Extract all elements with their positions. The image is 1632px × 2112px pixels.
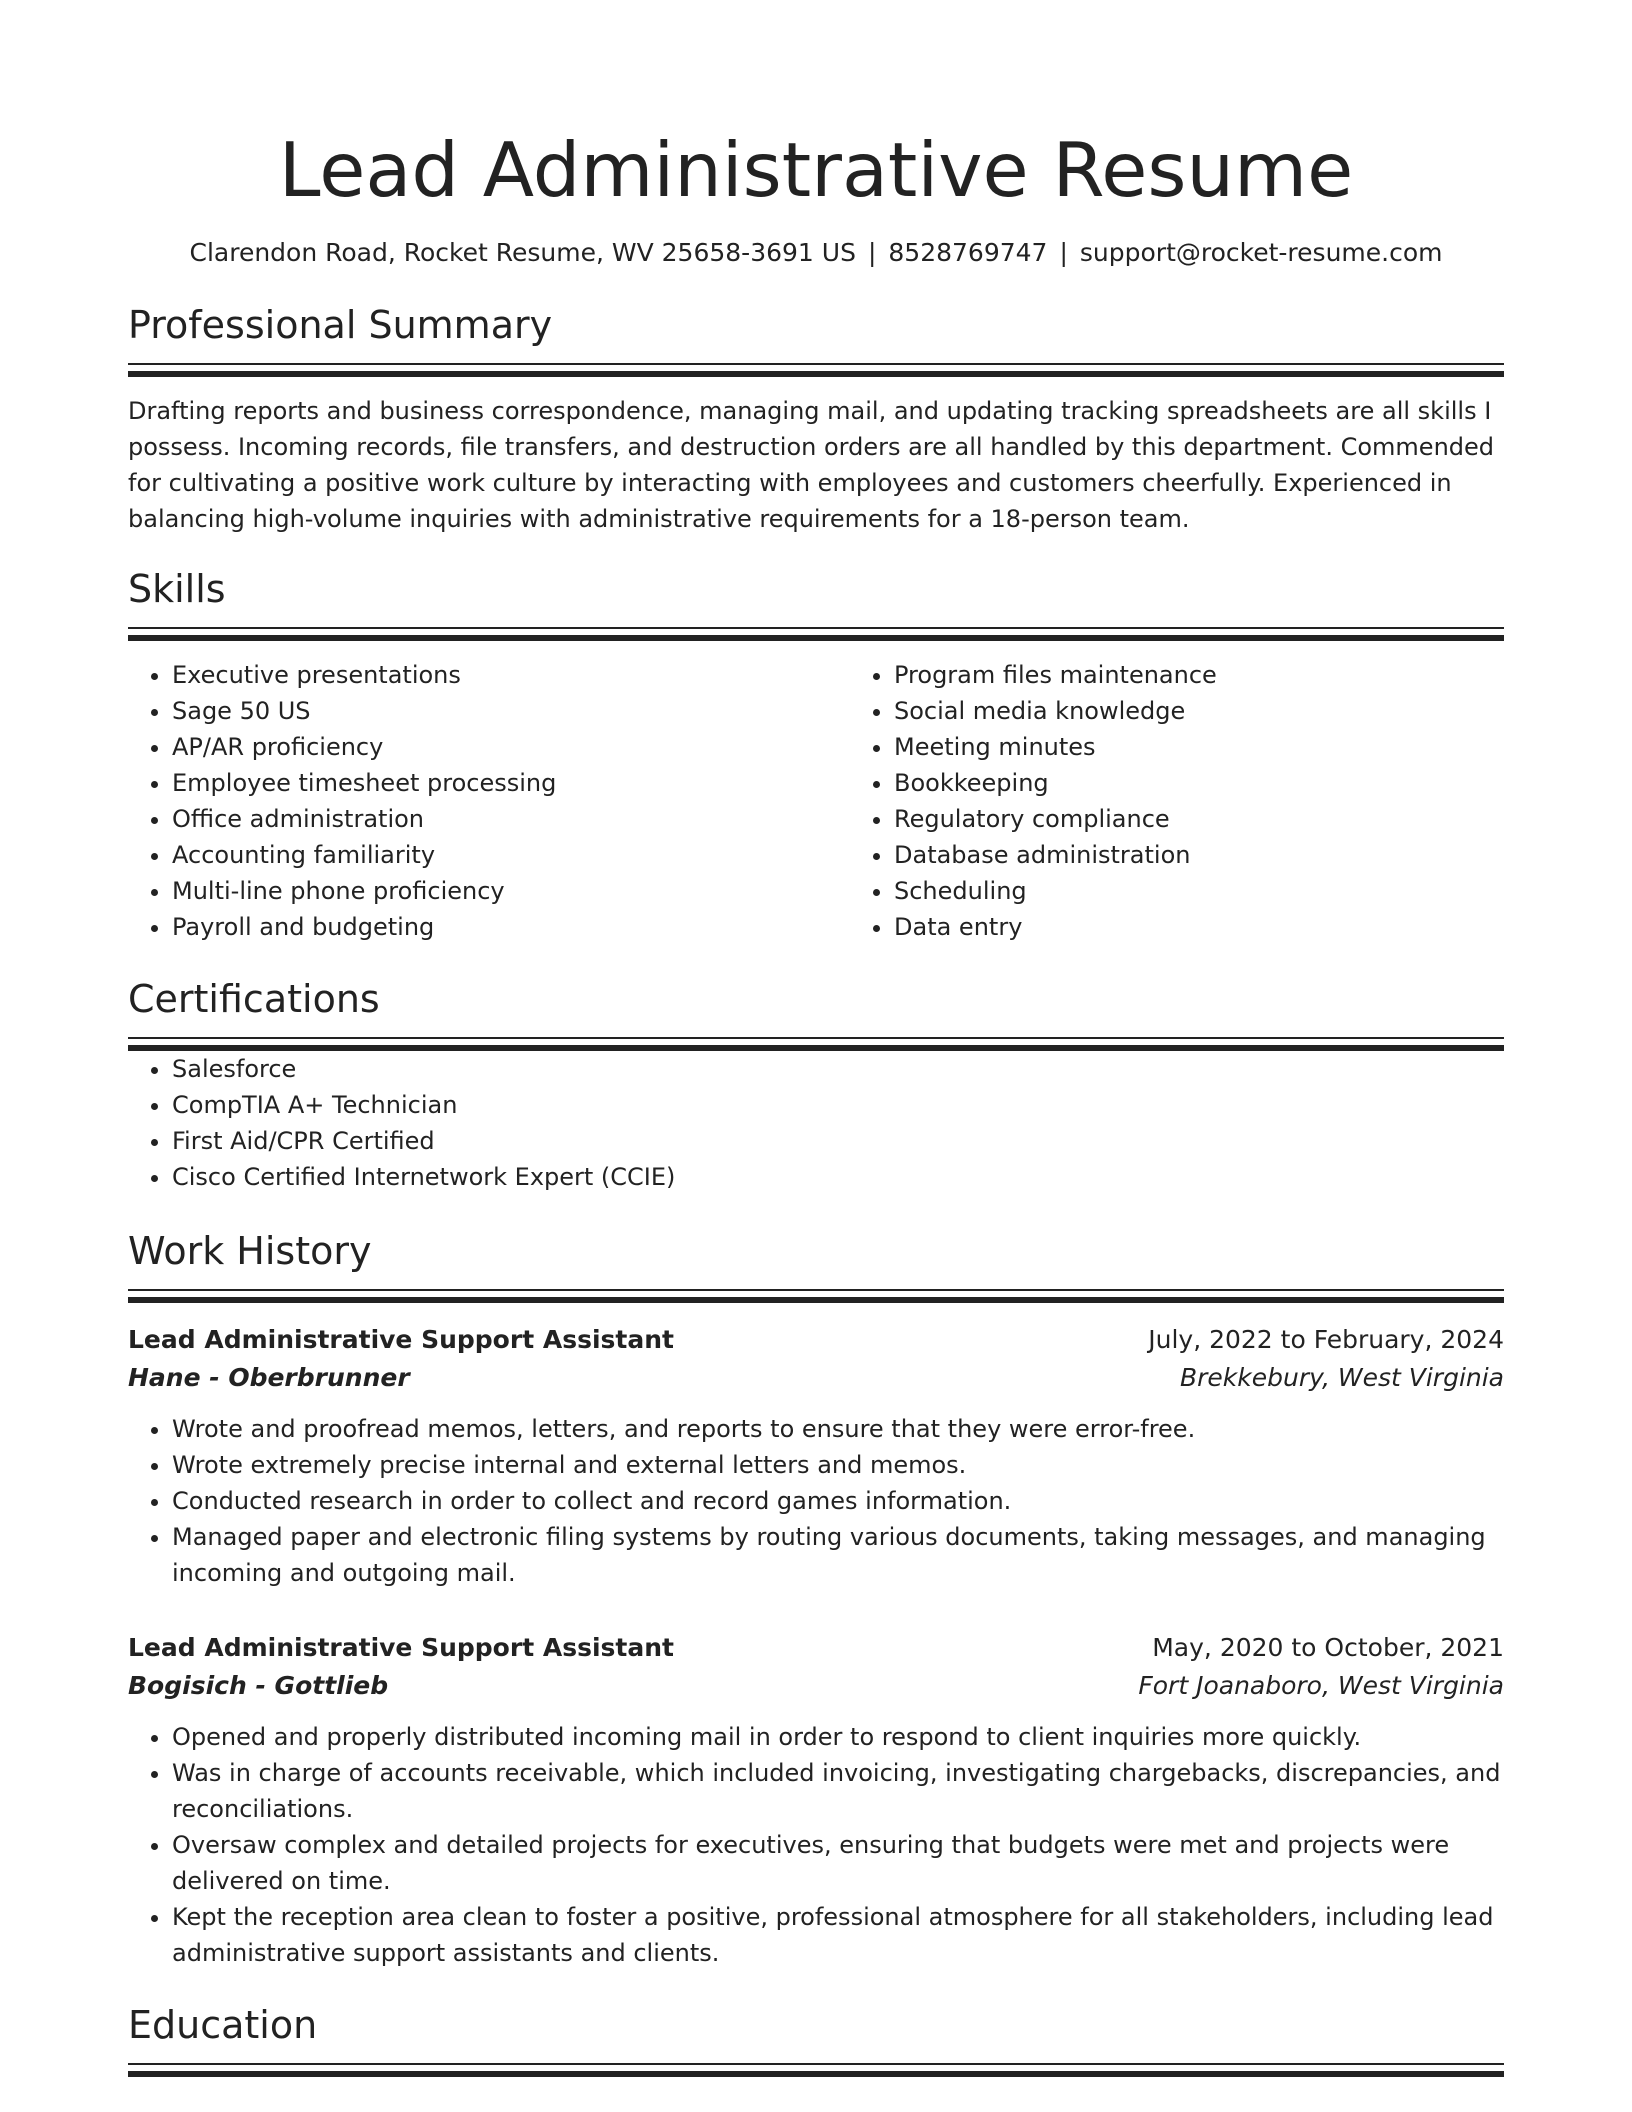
contact-line — [128, 235, 1504, 271]
job-duty: • Conducted research in order to collect and record games information. — [172, 1483, 1504, 1519]
job-duty: • Managed paper and electronic filing systems by routing various documents, taking messages, and managing incoming and outgoing mail. — [172, 1519, 1504, 1591]
job-company-row — [128, 1359, 1504, 1397]
skill-item: • Accounting familiarity — [172, 837, 850, 873]
skill-item: • Multi-line phone proficiency — [172, 873, 850, 909]
job-duties-list — [128, 1719, 1504, 1971]
section-divider — [128, 1037, 1504, 1051]
certifications-list — [128, 1051, 1504, 1195]
skill-item: • Social media knowledge — [894, 693, 1572, 729]
job-location: Brekkebury, West Virginia — [1179, 1363, 1504, 1392]
certifications-section — [128, 975, 1504, 1195]
contact-separator: | — [1059, 238, 1068, 267]
job-duty: • Wrote and proofread memos, letters, and reports to ensure that they were error-free. — [172, 1411, 1504, 1447]
job-duty: • Wrote extremely precise internal and external letters and memos. — [172, 1447, 1504, 1483]
job-title: Lead Administrative Support Assistant — [128, 1325, 674, 1354]
job-dates: May, 2020 to October, 2021 — [1152, 1633, 1504, 1662]
job-company: Bogisich - Gottlieb — [128, 1671, 389, 1700]
job-duty: • Oversaw complex and detailed projects for executives, ensuring that budgets were met and projects were delivered on time. — [172, 1827, 1504, 1899]
skill-item: • Office administration — [172, 801, 850, 837]
skills-grid — [128, 657, 1504, 945]
contact-address: Clarendon Road, Rocket Resume, WV 25658-3691 US — [189, 238, 856, 267]
certification-item: • Salesforce — [172, 1051, 1504, 1087]
contact-separator: | — [867, 238, 877, 267]
section-divider — [128, 2063, 1504, 2077]
skills-heading: Skills — [128, 567, 226, 611]
job-duty: • Kept the reception area clean to foster a positive, professional atmosphere for all stakeholders, including lead administrative support assistants and clients. — [172, 1899, 1504, 1971]
section-divider — [128, 1289, 1504, 1303]
job-duties-list — [128, 1411, 1504, 1591]
certification-item: • Cisco Certified Internetwork Expert (CCIE) — [172, 1159, 1504, 1195]
certification-item: • CompTIA A+ Technician — [172, 1087, 1504, 1123]
work-history-heading: Work History — [128, 1229, 372, 1273]
skill-item: • Program files maintenance — [894, 657, 1572, 693]
contact-email[interactable]: support@rocket-resume.com — [1079, 238, 1443, 267]
skill-item: • Employee timesheet processing — [172, 765, 850, 801]
education-section — [128, 2001, 1504, 2077]
job-title: Lead Administrative Support Assistant — [128, 1633, 674, 1662]
skills-list-right — [850, 657, 1572, 945]
work-history-section — [128, 1227, 1504, 1971]
job-company: Hane - Oberbrunner — [128, 1363, 410, 1392]
skill-item: • Data entry — [894, 909, 1572, 945]
job-entry — [128, 1629, 1504, 1971]
job-location: Fort Joanaboro, West Virginia — [1138, 1671, 1504, 1700]
summary-text: Drafting reports and business correspondence, managing mail, and updating tracking spreadsheets are all skills I possess. Incoming records, file transfers, and destruction orders are all handled by this department. Commended for cultivating a positive work culture by interacting with employees and customers cheerfully. Experienced in balancing high-volume inquiries with administrative requirements for a 18-person team. — [128, 397, 1495, 533]
skills-section — [128, 565, 1504, 945]
skill-item: • Regulatory compliance — [894, 801, 1572, 837]
resume-page — [128, 0, 1504, 2077]
skill-item: • Executive presentations — [172, 657, 850, 693]
skill-item: • Payroll and budgeting — [172, 909, 850, 945]
skill-item: • Sage 50 US — [172, 693, 850, 729]
skill-item: • Scheduling — [894, 873, 1572, 909]
job-company-row — [128, 1667, 1504, 1705]
education-heading: Education — [128, 2003, 318, 2047]
job-dates: July, 2022 to February, 2024 — [1148, 1325, 1504, 1354]
skill-item: • Meeting minutes — [894, 729, 1572, 765]
section-divider — [128, 363, 1504, 377]
section-divider — [128, 627, 1504, 641]
skills-list-left — [128, 657, 850, 945]
job-duty: • Was in charge of accounts receivable, which included invoicing, investigating chargebacks, discrepancies, and reconciliations. — [172, 1755, 1504, 1827]
summary-heading: Professional Summary — [128, 303, 553, 347]
resume-title: Lead Administrative Resume — [278, 126, 1354, 214]
job-header-row — [128, 1629, 1504, 1667]
skill-item: • Bookkeeping — [894, 765, 1572, 801]
certification-item: • First Aid/CPR Certified — [172, 1123, 1504, 1159]
certifications-heading: Certifications — [128, 977, 380, 1021]
contact-phone: 8528769747 — [888, 238, 1048, 267]
job-duty: • Opened and properly distributed incoming mail in order to respond to client inquiries more quickly. — [172, 1719, 1504, 1755]
skill-item: • Database administration — [894, 837, 1572, 873]
job-entry — [128, 1321, 1504, 1591]
summary-section — [128, 301, 1504, 537]
job-header-row — [128, 1321, 1504, 1359]
skill-item: • AP/AR proficiency — [172, 729, 850, 765]
